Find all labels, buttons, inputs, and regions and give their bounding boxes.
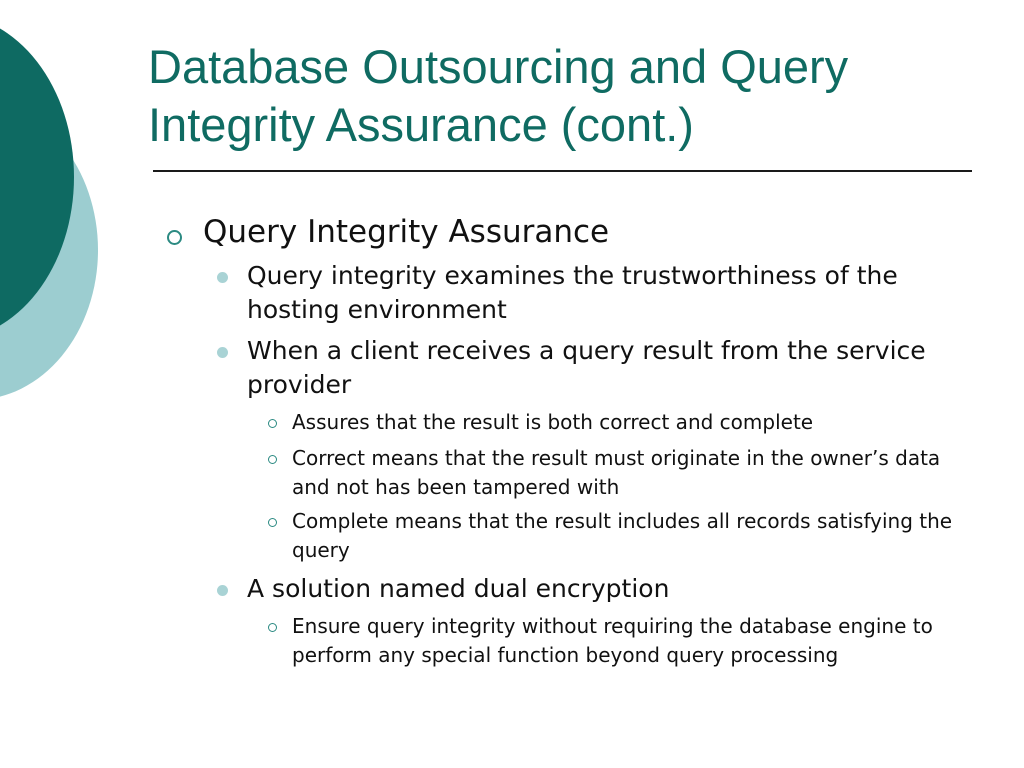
bullet-level-2: A solution named dual encryption bbox=[247, 574, 670, 603]
bullet-level-3: Complete means that the result includes all records satisfying the query bbox=[292, 509, 953, 562]
bullet-ring-small-icon bbox=[268, 518, 277, 527]
bullet-level-2: When a client receives a query result from the service provider bbox=[247, 336, 926, 399]
bullet-dot-icon bbox=[217, 272, 228, 283]
bullet-dot-icon bbox=[217, 585, 228, 596]
bullet-ring-small-icon bbox=[268, 623, 277, 632]
bullet-level-1: Query Integrity Assurance bbox=[203, 214, 610, 250]
slide-title-line-2: Integrity Assurance (cont.) bbox=[148, 98, 694, 151]
bullet-level-2: Query integrity examines the trustworthiness of the hosting environment bbox=[247, 261, 898, 324]
slide-title-line-1: Database Outsourcing and Query bbox=[148, 40, 849, 93]
bullet-level-3: Correct means that the result must originate in the owner’s data and not has been tampered with bbox=[292, 446, 941, 499]
bullet-dot-icon bbox=[217, 347, 228, 358]
bullet-level-3: Assures that the result is both correct and complete bbox=[292, 410, 814, 434]
bullet-ring-small-icon bbox=[268, 419, 277, 428]
bullet-level-3: Ensure query integrity without requiring the database engine to perform any special function beyond query processing bbox=[292, 614, 933, 667]
bullet-ring-small-icon bbox=[268, 455, 277, 464]
bullet-ring-icon bbox=[167, 230, 182, 245]
